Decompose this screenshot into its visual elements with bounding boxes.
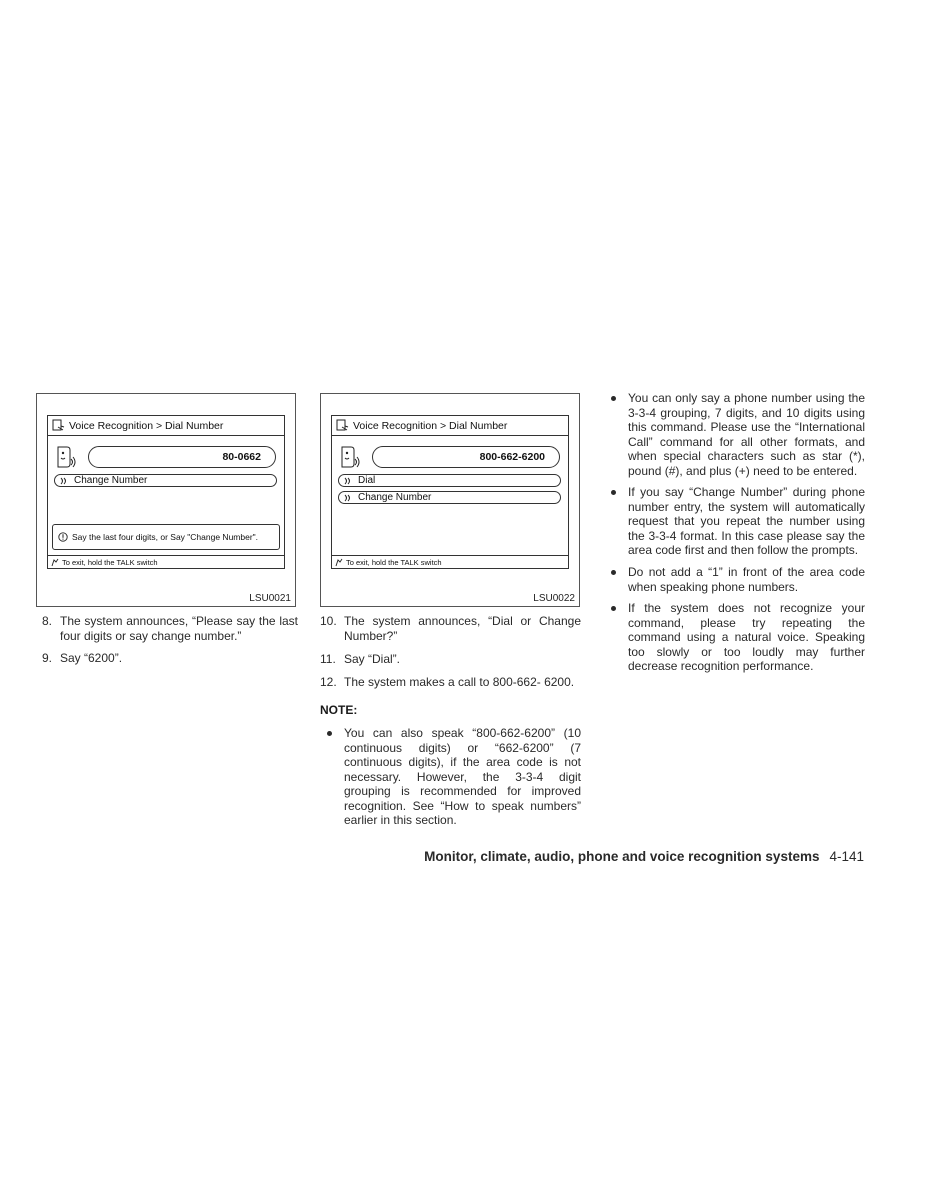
figure-lsu0022 [320,393,580,607]
bullet-dot [611,490,616,495]
screen-footer [332,555,568,568]
bullet-dot [611,570,616,575]
dialed-number: 800-662-6200 [479,451,545,463]
voice-command-icon [59,477,69,485]
header-title: Voice Recognition > Dial Number [69,419,224,432]
dial-command[interactable] [338,474,561,487]
dialed-number-field [372,446,560,468]
step-text: The system makes a call to 800-662- 6200. [344,675,575,689]
info-circle-icon [58,532,68,542]
voice-screen-icon [52,419,65,432]
notice-box [52,524,280,550]
bullet-item [611,485,865,558]
bullet-dot [611,606,616,611]
screen-header [48,416,284,436]
bullet-text: If you say “Change Number” during phone number entry, the system will automatically request that you repeat the number using the 3-3-4 format. In this case please say the area code first and then follow the prompts. [628,485,865,557]
bullet-dot [611,396,616,401]
step-text: The system announces, “Please say the last four digits or say change number.” [60,614,298,643]
voice-command-icon [343,477,353,485]
bullet-text: You can only say a phone number using the 3-3-4 grouping, 7 digits, and 10 digits using this command. Please use the “International Call” command for all other formats, and when special characters such as star (*), pound (#), and plus (+) need to be entered. [628,391,865,478]
screen-header [332,416,568,436]
change-number-command[interactable] [54,474,277,487]
step-number: 9. [42,651,53,665]
bullet-text: Do not add a “1” in front of the area code when speaking phone numbers. [628,565,865,594]
voice-screen-icon [336,419,349,432]
step-10 [320,614,581,643]
step-number: 11. [320,652,336,666]
talk-switch-icon [335,558,343,567]
screen-display [331,415,569,569]
bullet-item [611,391,865,478]
speaking-head-icon [55,445,77,469]
bullet-item [611,565,865,594]
figure-code: LSU0021 [249,593,291,604]
header-title: Voice Recognition > Dial Number [353,419,508,432]
note-bullet [327,726,581,828]
step-12 [320,675,581,690]
step-8 [42,614,298,643]
speaking-head-icon [339,445,361,469]
command-label: Change Number [74,475,148,486]
step-number: 10. [320,614,337,628]
talk-switch-icon [51,558,59,567]
footer-hint: To exit, hold the TALK switch [62,557,158,567]
command-label: Dial [358,475,376,486]
bullet-item [611,601,865,674]
note-heading: NOTE: [320,703,358,717]
screen-display [47,415,285,569]
page-number: 4-141 [829,849,864,864]
step-text: Say “Dial”. [344,652,401,666]
command-label: Change Number [358,492,432,503]
step-text: The system announces, “Dial or Change Number?” [344,614,581,643]
page-footer [424,849,864,864]
step-number: 12. [320,675,337,689]
step-9 [42,651,298,666]
dialed-number-field [88,446,276,468]
step-text: Say “6200”. [60,651,123,665]
change-number-command[interactable] [338,491,561,504]
step-11 [320,652,581,667]
bullet-text: You can also speak “800-662-6200” (10 continuous digits) or “662-6200” (7 continuous digits), if the area code is not necessary. However, the 3-3-4 digit grouping is recommended for improved recognition. See “How to speak numbers” earlier in this section. [344,726,581,827]
screen-footer [48,555,284,568]
footer-hint: To exit, hold the TALK switch [346,557,442,567]
figure-lsu0021 [36,393,296,607]
voice-command-icon [343,494,353,502]
bullet-dot [327,731,332,736]
section-title: Monitor, climate, audio, phone and voice recognition systems [424,849,820,864]
step-number: 8. [42,614,53,628]
bullet-text: If the system does not recognize your command, please try repeating the command using a natural voice. Speaking too slowly or too loudly may further decrease recognition performance. [628,601,865,673]
dialed-number: 80-0662 [222,451,261,463]
figure-code: LSU0022 [533,593,575,604]
notice-text: Say the last four digits, or Say "Change Number". [72,532,259,542]
